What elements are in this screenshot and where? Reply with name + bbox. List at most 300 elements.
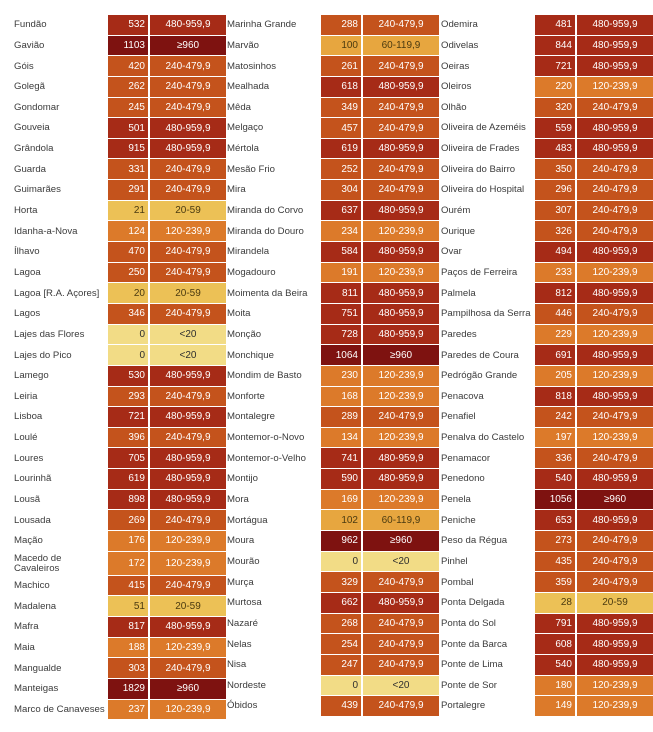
incidence-range-cell: 20-59 <box>150 596 226 617</box>
incidence-range-cell: 120-239,9 <box>150 700 226 721</box>
case-count-cell: 396 <box>108 428 148 449</box>
case-count-cell: 494 <box>535 242 575 263</box>
municipality-name: Nazaré <box>227 617 258 629</box>
incidence-range-cell: ≥960 <box>150 36 226 57</box>
incidence-range-cell: 240-479,9 <box>363 655 439 676</box>
municipality-name: Nelas <box>227 638 252 650</box>
incidence-range-cell: 240-479,9 <box>150 387 226 408</box>
incidence-range-cell: 240-479,9 <box>577 407 653 428</box>
table-row <box>14 159 226 180</box>
table-row <box>14 345 226 366</box>
case-count-cell: 608 <box>535 634 575 655</box>
table-row <box>14 56 226 77</box>
municipality-name: Gouveia <box>14 122 50 134</box>
table-column-3 <box>441 15 653 717</box>
case-count-cell: 197 <box>535 428 575 449</box>
municipality-name: Oliveira de Frades <box>441 143 520 155</box>
case-count-cell: 532 <box>108 15 148 36</box>
incidence-range-cell: ≥960 <box>577 490 653 511</box>
municipality-name: Góis <box>14 60 34 72</box>
table-row <box>14 576 226 597</box>
incidence-range-cell: 120-239,9 <box>363 490 439 511</box>
table-row <box>441 15 653 36</box>
table-row <box>227 118 439 139</box>
municipality-name: Moimenta da Beira <box>227 287 308 299</box>
case-count-cell: 962 <box>321 531 361 552</box>
incidence-range-cell: 240-479,9 <box>363 572 439 593</box>
table-row <box>227 448 439 469</box>
incidence-range-cell: ≥960 <box>150 679 226 700</box>
case-count-cell: 481 <box>535 15 575 36</box>
case-count-cell: 705 <box>108 448 148 469</box>
municipality-name: Mação <box>14 535 43 547</box>
municipality-name: Mourão <box>227 555 260 567</box>
table-column-2 <box>227 15 439 717</box>
incidence-range-cell: 480-959,9 <box>150 139 226 160</box>
municipality-name: Olhão <box>441 101 467 113</box>
table-row <box>227 283 439 304</box>
table-row <box>441 614 653 635</box>
table-row <box>14 98 226 119</box>
municipality-name: Marco de Canaveses <box>14 703 105 715</box>
table-row <box>441 552 653 573</box>
municipality-name: Lagoa <box>14 266 41 278</box>
incidence-range-cell: ≥960 <box>363 531 439 552</box>
incidence-range-cell: 480-959,9 <box>150 15 226 36</box>
incidence-range-cell: 120-239,9 <box>150 221 226 242</box>
incidence-range-cell: 240-479,9 <box>150 263 226 284</box>
municipality-name: Ponte de Sor <box>441 679 498 691</box>
case-count-cell: 1829 <box>108 679 148 700</box>
table-row <box>227 221 439 242</box>
table-row <box>441 180 653 201</box>
table-row <box>14 510 226 531</box>
case-count-cell: 0 <box>321 552 361 573</box>
incidence-range-cell: 480-959,9 <box>363 201 439 222</box>
case-count-cell: 844 <box>535 36 575 57</box>
case-count-cell: 751 <box>321 304 361 325</box>
table-row <box>227 490 439 511</box>
case-count-cell: 653 <box>535 510 575 531</box>
municipality-name: Pedrógão Grande <box>441 370 518 382</box>
table-row <box>441 56 653 77</box>
table-row <box>227 366 439 387</box>
table-row <box>227 593 439 614</box>
case-count-cell: 483 <box>535 139 575 160</box>
case-count-cell: 898 <box>108 490 148 511</box>
case-count-cell: 262 <box>108 77 148 98</box>
case-count-cell: 172 <box>108 552 148 576</box>
incidence-range-cell: 240-479,9 <box>363 159 439 180</box>
incidence-range-cell: ≥960 <box>363 345 439 366</box>
table-column-1 <box>14 15 226 720</box>
municipality-name: Madalena <box>14 600 57 612</box>
table-row <box>441 655 653 676</box>
incidence-range-cell: 480-959,9 <box>577 614 653 635</box>
case-count-cell: 728 <box>321 325 361 346</box>
table-row <box>441 159 653 180</box>
table-row <box>227 77 439 98</box>
table-row <box>441 366 653 387</box>
case-count-cell: 21 <box>108 201 148 222</box>
table-row <box>227 304 439 325</box>
case-count-cell: 721 <box>535 56 575 77</box>
table-row <box>441 345 653 366</box>
case-count-cell: 20 <box>108 283 148 304</box>
municipality-name: Oliveira do Bairro <box>441 163 516 175</box>
case-count-cell: 51 <box>108 596 148 617</box>
table-row <box>227 614 439 635</box>
municipality-name: Melgaço <box>227 122 264 134</box>
municipality-name: Murça <box>227 576 254 588</box>
municipality-name: Mira <box>227 184 246 196</box>
table-row <box>14 15 226 36</box>
table-row <box>227 98 439 119</box>
table-row <box>14 531 226 552</box>
table-row <box>227 56 439 77</box>
municipality-name: Nordeste <box>227 679 266 691</box>
table-row <box>441 201 653 222</box>
table-row <box>227 469 439 490</box>
incidence-range-cell: 240-479,9 <box>150 180 226 201</box>
incidence-range-cell: 480-959,9 <box>150 366 226 387</box>
municipality-name: Odivelas <box>441 39 479 51</box>
incidence-range-cell: 240-479,9 <box>577 221 653 242</box>
case-count-cell: 291 <box>108 180 148 201</box>
incidence-range-cell: 20-59 <box>577 593 653 614</box>
case-count-cell: 261 <box>321 56 361 77</box>
municipality-name: Oleiros <box>441 81 472 93</box>
municipality-name: Leiria <box>14 390 38 402</box>
case-count-cell: 349 <box>321 98 361 119</box>
table-row <box>227 242 439 263</box>
case-count-cell: 269 <box>108 510 148 531</box>
case-count-cell: 530 <box>108 366 148 387</box>
case-count-cell: 230 <box>321 366 361 387</box>
incidence-range-cell: 480-959,9 <box>577 15 653 36</box>
municipality-name: Moita <box>227 308 251 320</box>
incidence-range-cell: 240-479,9 <box>363 407 439 428</box>
table-row <box>14 77 226 98</box>
incidence-range-cell: 240-479,9 <box>577 448 653 469</box>
case-count-cell: 329 <box>321 572 361 593</box>
table-row <box>14 638 226 659</box>
case-count-cell: 359 <box>535 572 575 593</box>
table-row <box>441 572 653 593</box>
incidence-range-cell: 480-959,9 <box>577 634 653 655</box>
table-row <box>14 221 226 242</box>
municipality-name: Paços de Ferreira <box>441 266 518 278</box>
table-row <box>227 655 439 676</box>
incidence-range-cell: 480-959,9 <box>363 283 439 304</box>
case-count-cell: 220 <box>535 77 575 98</box>
incidence-range-cell: 240-479,9 <box>150 576 226 597</box>
case-count-cell: 149 <box>535 696 575 717</box>
case-count-cell: 188 <box>108 638 148 659</box>
municipality-name: Lajes do Pico <box>14 349 72 361</box>
table-row <box>441 531 653 552</box>
table-row <box>441 407 653 428</box>
municipality-name: Murtosa <box>227 597 262 609</box>
municipality-name: Marinha Grande <box>227 19 297 31</box>
case-count-cell: 100 <box>321 36 361 57</box>
incidence-range-cell: 120-239,9 <box>577 325 653 346</box>
table-row <box>441 469 653 490</box>
table-row <box>441 325 653 346</box>
table-row <box>441 118 653 139</box>
incidence-range-cell: 120-239,9 <box>363 387 439 408</box>
case-count-cell: 590 <box>321 469 361 490</box>
case-count-cell: 721 <box>108 407 148 428</box>
case-count-cell: 242 <box>535 407 575 428</box>
incidence-range-cell: 120-239,9 <box>577 263 653 284</box>
municipality-name: Horta <box>14 205 38 217</box>
table-row <box>14 304 226 325</box>
incidence-range-cell: 480-959,9 <box>150 469 226 490</box>
municipality-name: Pinhel <box>441 555 468 567</box>
case-count-cell: 811 <box>321 283 361 304</box>
case-count-cell: 1056 <box>535 490 575 511</box>
municipality-name: Óbidos <box>227 700 258 712</box>
table-row <box>227 428 439 449</box>
table-row <box>14 448 226 469</box>
case-count-cell: 289 <box>321 407 361 428</box>
municipality-name: Ourém <box>441 205 471 217</box>
incidence-range-cell: 480-959,9 <box>577 118 653 139</box>
case-count-cell: 662 <box>321 593 361 614</box>
municipality-name: Lamego <box>14 370 49 382</box>
incidence-range-cell: 480-959,9 <box>150 407 226 428</box>
municipality-name: Lagos <box>14 308 41 320</box>
incidence-range-cell: 240-479,9 <box>577 552 653 573</box>
table-row <box>441 448 653 469</box>
municipality-name: Oeiras <box>441 60 470 72</box>
municipality-name: Miranda do Douro <box>227 225 304 237</box>
case-count-cell: 791 <box>535 614 575 635</box>
municipality-name: Ponte de Lima <box>441 659 503 671</box>
incidence-range-cell: 240-479,9 <box>577 572 653 593</box>
case-count-cell: 0 <box>108 345 148 366</box>
case-count-cell: 470 <box>108 242 148 263</box>
incidence-range-cell: 240-479,9 <box>577 531 653 552</box>
case-count-cell: 250 <box>108 263 148 284</box>
municipality-name: Mortágua <box>227 514 268 526</box>
table-row <box>227 407 439 428</box>
municipality-name: Mangualde <box>14 662 62 674</box>
case-count-cell: 540 <box>535 655 575 676</box>
municipality-name: Idanha-a-Nova <box>14 225 78 237</box>
municipality-name: Montalegre <box>227 411 275 423</box>
incidence-range-cell: 240-479,9 <box>150 98 226 119</box>
incidence-range-cell: 240-479,9 <box>577 304 653 325</box>
municipality-name: Ponta do Sol <box>441 617 496 629</box>
incidence-range-cell: 120-239,9 <box>150 552 226 576</box>
incidence-range-cell: 240-479,9 <box>150 428 226 449</box>
municipality-name: Nisa <box>227 659 247 671</box>
incidence-range-cell: 480-959,9 <box>363 325 439 346</box>
municipality-name: Guimarães <box>14 184 61 196</box>
case-count-cell: 818 <box>535 387 575 408</box>
case-count-cell: 446 <box>535 304 575 325</box>
municipality-name: Oliveira do Hospital <box>441 184 525 196</box>
municipality-name: Montemor-o-Novo <box>227 432 305 444</box>
table-row <box>14 118 226 139</box>
municipality-name: Macedo de Cavaleiros <box>14 552 62 574</box>
case-count-cell: 296 <box>535 180 575 201</box>
table-row <box>441 428 653 449</box>
table-row <box>227 15 439 36</box>
case-count-cell: 293 <box>108 387 148 408</box>
case-count-cell: 237 <box>108 700 148 721</box>
municipality-name: Mondim de Basto <box>227 370 302 382</box>
incidence-range-cell: 240-479,9 <box>150 56 226 77</box>
table-row <box>14 469 226 490</box>
case-count-cell: 303 <box>108 658 148 679</box>
incidence-range-cell: 20-59 <box>150 201 226 222</box>
table-row <box>441 676 653 697</box>
incidence-range-cell: 120-239,9 <box>577 696 653 717</box>
municipality-name: Lousada <box>14 514 51 526</box>
table-row <box>14 139 226 160</box>
incidence-range-cell: 480-959,9 <box>577 242 653 263</box>
table-row <box>441 263 653 284</box>
table-row <box>227 696 439 717</box>
incidence-range-cell: 480-959,9 <box>577 655 653 676</box>
table-row <box>14 596 226 617</box>
incidence-range-cell: 120-239,9 <box>363 263 439 284</box>
incidence-range-cell: 480-959,9 <box>577 469 653 490</box>
incidence-range-cell: 240-479,9 <box>150 242 226 263</box>
table-row <box>227 552 439 573</box>
municipality-name: Ponta Delgada <box>441 597 505 609</box>
table-row <box>14 700 226 721</box>
case-count-cell: 0 <box>321 676 361 697</box>
case-count-cell: 176 <box>108 531 148 552</box>
table-row <box>441 98 653 119</box>
incidence-range-cell: 60-119,9 <box>363 36 439 57</box>
table-row <box>441 510 653 531</box>
table-row <box>441 36 653 57</box>
case-count-cell: 247 <box>321 655 361 676</box>
municipality-name: Maia <box>14 641 35 653</box>
table-row <box>227 36 439 57</box>
municipality-name: Fundão <box>14 19 47 31</box>
case-count-cell: 637 <box>321 201 361 222</box>
case-count-cell: 691 <box>535 345 575 366</box>
table-row <box>14 36 226 57</box>
table-row <box>14 201 226 222</box>
municipality-name: Golegã <box>14 81 45 93</box>
table-row <box>227 263 439 284</box>
municipality-name: Penela <box>441 494 471 506</box>
municipality-name: Ovar <box>441 246 462 258</box>
municipality-name: Penalva do Castelo <box>441 432 525 444</box>
municipality-name: Lourinhã <box>14 473 52 485</box>
incidence-range-cell: 240-479,9 <box>363 15 439 36</box>
table-row <box>14 658 226 679</box>
table-row <box>14 490 226 511</box>
case-count-cell: 346 <box>108 304 148 325</box>
municipality-name: Matosinhos <box>227 60 277 72</box>
case-count-cell: 584 <box>321 242 361 263</box>
table-row <box>14 283 226 304</box>
municipality-name: Lisboa <box>14 411 43 423</box>
table-row <box>14 387 226 408</box>
incidence-range-cell: 120-239,9 <box>577 428 653 449</box>
municipality-name: Guarda <box>14 163 46 175</box>
incidence-range-cell: 480-959,9 <box>150 617 226 638</box>
case-count-cell: 134 <box>321 428 361 449</box>
incidence-range-cell: 240-479,9 <box>577 98 653 119</box>
incidence-range-cell: 120-239,9 <box>577 77 653 98</box>
case-count-cell: 1103 <box>108 36 148 57</box>
case-count-cell: 415 <box>108 576 148 597</box>
table-row <box>14 263 226 284</box>
municipality-name: Loures <box>14 452 44 464</box>
table-row <box>14 552 226 576</box>
case-count-cell: 812 <box>535 283 575 304</box>
table-row <box>227 676 439 697</box>
incidence-range-cell: 480-959,9 <box>363 593 439 614</box>
table-row <box>14 617 226 638</box>
municipality-name: Manteigas <box>14 683 59 695</box>
case-count-cell: 435 <box>535 552 575 573</box>
municipality-name: Montijo <box>227 473 258 485</box>
case-count-cell: 619 <box>321 139 361 160</box>
table-row <box>441 593 653 614</box>
table-row <box>14 679 226 700</box>
case-count-cell: 268 <box>321 614 361 635</box>
municipality-name: Palmela <box>441 287 476 299</box>
municipality-name: Lousã <box>14 494 41 506</box>
municipality-name: Ponte da Barca <box>441 638 508 650</box>
municipality-name: Mesão Frio <box>227 163 275 175</box>
case-count-cell: 326 <box>535 221 575 242</box>
municipality-name: Monchique <box>227 349 274 361</box>
table-row <box>227 634 439 655</box>
municipality-name: Mealhada <box>227 81 270 93</box>
incidence-range-cell: 240-479,9 <box>150 304 226 325</box>
municipality-name: Miranda do Corvo <box>227 205 304 217</box>
incidence-range-cell: 240-479,9 <box>150 159 226 180</box>
incidence-range-cell: 240-479,9 <box>150 510 226 531</box>
incidence-range-cell: 240-479,9 <box>363 696 439 717</box>
table-row <box>441 283 653 304</box>
incidence-range-cell: 240-479,9 <box>363 98 439 119</box>
incidence-range-cell: <20 <box>150 325 226 346</box>
incidence-range-cell: 120-239,9 <box>577 676 653 697</box>
incidence-range-cell: 240-479,9 <box>363 614 439 635</box>
table-row <box>14 428 226 449</box>
incidence-range-cell: 480-959,9 <box>363 469 439 490</box>
municipality-name: Pampilhosa da Serra <box>441 308 531 320</box>
table-row <box>227 139 439 160</box>
table-row <box>14 325 226 346</box>
case-count-cell: 254 <box>321 634 361 655</box>
case-count-cell: 540 <box>535 469 575 490</box>
table-row <box>441 242 653 263</box>
case-count-cell: 288 <box>321 15 361 36</box>
municipality-name: Oliveira de Azeméis <box>441 122 526 134</box>
case-count-cell: 102 <box>321 510 361 531</box>
incidence-range-cell: 480-959,9 <box>577 139 653 160</box>
case-count-cell: 273 <box>535 531 575 552</box>
case-count-cell: 180 <box>535 676 575 697</box>
case-count-cell: 168 <box>321 387 361 408</box>
table-row <box>14 407 226 428</box>
case-count-cell: 915 <box>108 139 148 160</box>
incidence-range-cell: 120-239,9 <box>577 366 653 387</box>
